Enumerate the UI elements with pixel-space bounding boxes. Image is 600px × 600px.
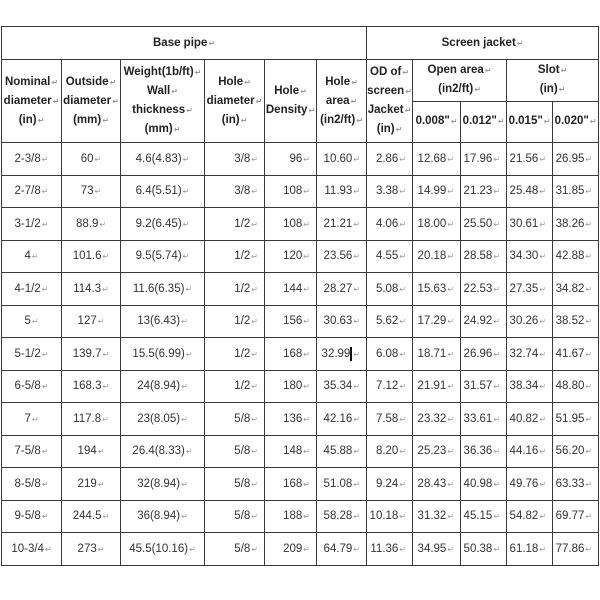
table-cell[interactable]: 1/2↵ — [205, 208, 265, 241]
table-row — [2, 500, 599, 533]
table-cell[interactable]: 20.18↵ — [413, 240, 461, 273]
header-hole-diameter: Hole↵ diameter↵ (in)↵ — [205, 60, 265, 143]
table-cell[interactable]: 28.58↵ — [461, 240, 507, 273]
table-cell[interactable]: 120↵ — [265, 240, 317, 273]
header-line: (in) — [18, 113, 37, 126]
header-line: Wall — [147, 85, 171, 97]
table-cell[interactable]: 1/2↵ — [205, 305, 265, 338]
table-cell[interactable]: 1/2↵ — [205, 240, 265, 273]
table-cell[interactable]: 38.26↵ — [553, 208, 599, 241]
table-cell[interactable]: 2.86↵ — [367, 143, 413, 176]
table-cell[interactable]: 48.80↵ — [553, 370, 599, 403]
table-cell[interactable]: 6-5/8↵ — [2, 370, 62, 403]
table-cell[interactable]: 15.5(6.99)↵ — [121, 338, 205, 371]
table-cell[interactable]: 10-3/4↵ — [2, 533, 62, 566]
table-cell[interactable]: 36.36↵ — [461, 435, 507, 468]
group-header-base-pipe: Base pipe↵ — [2, 27, 367, 60]
table-cell[interactable]: 13(6.43)↵ — [121, 305, 205, 338]
screen-pipe-spec-table — [1, 26, 599, 566]
table-cell[interactable]: 156↵ — [265, 305, 317, 338]
header-line: (in) — [539, 83, 558, 96]
table-cell[interactable]: 15.63↵ — [413, 273, 461, 306]
header-od-screen-jacket: OD of↵ screen↵ Jacket↵ (in)↵ — [367, 60, 413, 143]
header-line: Open area — [427, 64, 484, 77]
subheader-slot-0015: 0.015"↵ — [507, 101, 553, 143]
table-cell[interactable]: 1/2↵ — [205, 370, 265, 403]
table-row — [2, 370, 599, 403]
table-cell[interactable]: 11.93↵ — [317, 175, 367, 208]
table-row — [2, 305, 599, 338]
subheader-slot-0020: 0.020"↵ — [553, 101, 599, 143]
header-line: diameter — [206, 94, 255, 107]
table-cell[interactable]: 32.99 ↵ — [317, 338, 367, 371]
table-cell[interactable]: 4.06↵ — [367, 208, 413, 241]
table-cell[interactable]: 3-1/2↵ — [2, 208, 62, 241]
table-cell[interactable]: 10.60↵ — [317, 143, 367, 176]
header-line: Outside — [65, 75, 109, 88]
table-cell[interactable]: 244.5↵ — [62, 500, 121, 533]
subheader-open-area-0012: 0.012"↵ — [461, 101, 507, 143]
table-cell[interactable]: 5/8↵ — [205, 500, 265, 533]
table-cell[interactable]: 40.82↵ — [507, 403, 553, 436]
table-cell[interactable]: 69.77↵ — [553, 500, 599, 533]
header-line: (in2/ft) — [438, 83, 474, 96]
table-cell[interactable]: 7.12↵ — [367, 370, 413, 403]
table-cell[interactable]: 17.29↵ — [413, 305, 461, 338]
table-cell[interactable]: 63.33↵ — [553, 468, 599, 501]
table-cell[interactable]: 40.98↵ — [461, 468, 507, 501]
header-outside-diameter: Outside↵ diameter↵ (mm)↵ — [62, 60, 121, 143]
table-cell[interactable]: 23.56↵ — [317, 240, 367, 273]
header-open-area: Open area↵ (in2/ft)↵ — [413, 60, 507, 102]
table-cell[interactable]: 127↵ — [62, 305, 121, 338]
table-row — [2, 533, 599, 566]
table-cell[interactable]: 51.08↵ — [317, 468, 367, 501]
header-line: (in) — [221, 113, 240, 126]
table-row — [2, 175, 599, 208]
table-cell[interactable]: 42.88↵ — [553, 240, 599, 273]
header-slot: Slot↵ (in)↵ — [507, 60, 599, 102]
table-cell[interactable]: 4↵ — [2, 240, 62, 273]
table-cell[interactable]: 25.48↵ — [507, 175, 553, 208]
table-cell[interactable]: 96↵ — [265, 143, 317, 176]
table-cell[interactable]: 27.35↵ — [507, 273, 553, 306]
table-cell[interactable]: 21.91↵ — [413, 370, 461, 403]
table-cell[interactable]: 194↵ — [62, 435, 121, 468]
table-cell[interactable]: 22.53↵ — [461, 273, 507, 306]
table-cell[interactable]: 1/2↵ — [205, 338, 265, 371]
table-cell[interactable]: 77.86↵ — [553, 533, 599, 566]
table-cell[interactable]: 21.23↵ — [461, 175, 507, 208]
table-row — [2, 208, 599, 241]
table-cell[interactable]: 117.8↵ — [62, 403, 121, 436]
table-cell[interactable]: 61.18↵ — [507, 533, 553, 566]
table-cell[interactable]: 21.56↵ — [507, 143, 553, 176]
header-hole-area: Hole↵ area↵ (in2/ft)↵ — [317, 60, 367, 143]
table-cell[interactable]: 168↵ — [265, 338, 317, 371]
table-cell[interactable]: 9.24↵ — [367, 468, 413, 501]
header-line: screen — [367, 85, 405, 97]
header-weight-wall-thickness: Weight(1b/ft)↵ Wall↵ thickness↵ (mm)↵ — [121, 60, 205, 143]
table-cell[interactable]: 5/8↵ — [205, 435, 265, 468]
table-cell[interactable]: 30.26↵ — [507, 305, 553, 338]
table-cell[interactable]: 5-1/2↵ — [2, 338, 62, 371]
table-cell[interactable]: 9-5/8↵ — [2, 500, 62, 533]
header-hole-density: Hole↵ Density↵ — [265, 60, 317, 143]
table-cell[interactable]: 26.95↵ — [553, 143, 599, 176]
table-cell[interactable]: 5/8↵ — [205, 468, 265, 501]
table-cell[interactable]: 101.6↵ — [62, 240, 121, 273]
table-cell[interactable]: 7-5/8↵ — [2, 435, 62, 468]
header-line: diameter — [63, 94, 112, 107]
table-cell[interactable]: 34.30↵ — [507, 240, 553, 273]
table-cell[interactable]: 148↵ — [265, 435, 317, 468]
table-cell[interactable]: 31.32↵ — [413, 500, 461, 533]
table-cell[interactable]: 24.92↵ — [461, 305, 507, 338]
table-cell[interactable]: 3/8↵ — [205, 175, 265, 208]
table-cell[interactable]: 4.6(4.83)↵ — [121, 143, 205, 176]
table-cell[interactable]: 5/8↵ — [205, 403, 265, 436]
table-cell[interactable]: 64.79↵ — [317, 533, 367, 566]
header-line: (mm) — [144, 123, 173, 135]
header-line: Hole — [218, 75, 244, 88]
table-cell[interactable]: 17.96↵ — [461, 143, 507, 176]
table-cell[interactable]: 168.3↵ — [62, 370, 121, 403]
header-line: diameter — [3, 94, 52, 107]
table-cell[interactable]: 14.99↵ — [413, 175, 461, 208]
table-cell[interactable]: 30.63↵ — [317, 305, 367, 338]
header-line: OD of — [370, 66, 402, 78]
header-line: Hole — [325, 75, 351, 88]
table-cell[interactable]: 42.16↵ — [317, 403, 367, 436]
table-cell[interactable]: 32.74↵ — [507, 338, 553, 371]
header-line: (mm) — [73, 113, 102, 126]
table-cell[interactable]: 188↵ — [265, 500, 317, 533]
table-cell[interactable]: 26.4(8.33)↵ — [121, 435, 205, 468]
table-cell[interactable]: 33.61↵ — [461, 403, 507, 436]
table-cell[interactable]: 23.32↵ — [413, 403, 461, 436]
table-cell[interactable]: 6.4(5.51)↵ — [121, 175, 205, 208]
table-row — [2, 403, 599, 436]
table-cell[interactable]: 11.36↵ — [367, 533, 413, 566]
table-cell[interactable]: 3.38↵ — [367, 175, 413, 208]
table-cell[interactable]: 219↵ — [62, 468, 121, 501]
table-cell[interactable]: 41.67↵ — [553, 338, 599, 371]
header-line: (in) — [376, 123, 395, 135]
table-row — [2, 338, 599, 371]
table-cell[interactable]: 8-5/8↵ — [2, 468, 62, 501]
table-cell[interactable]: 51.95↵ — [553, 403, 599, 436]
table-cell[interactable]: 18.71↵ — [413, 338, 461, 371]
table-cell[interactable]: 32(8.94)↵ — [121, 468, 205, 501]
table-cell[interactable]: 88.9↵ — [62, 208, 121, 241]
table-cell[interactable]: 5.08↵ — [367, 273, 413, 306]
table-row — [2, 273, 599, 306]
table-cell[interactable]: 25.50↵ — [461, 208, 507, 241]
table-cell[interactable]: 35.34↵ — [317, 370, 367, 403]
table-row — [2, 143, 599, 176]
header-line: Jacket — [367, 104, 404, 116]
table-cell[interactable]: 44.16↵ — [507, 435, 553, 468]
table-cell[interactable]: 273↵ — [62, 533, 121, 566]
table-cell[interactable]: 45.5(10.16)↵ — [121, 533, 205, 566]
table-cell[interactable]: 18.00↵ — [413, 208, 461, 241]
table-cell[interactable]: 7.58↵ — [367, 403, 413, 436]
table-cell[interactable]: 5/8↵ — [205, 533, 265, 566]
table-cell[interactable]: 1/2↵ — [205, 273, 265, 306]
table-cell[interactable]: 45.88↵ — [317, 435, 367, 468]
table-cell[interactable]: 3/8↵ — [205, 143, 265, 176]
table-cell[interactable]: 34.82↵ — [553, 273, 599, 306]
table-cell[interactable]: 4-1/2↵ — [2, 273, 62, 306]
table-cell[interactable]: 31.85↵ — [553, 175, 599, 208]
table-cell[interactable]: 8.20↵ — [367, 435, 413, 468]
table-body — [2, 143, 599, 566]
table-cell[interactable]: 60↵ — [62, 143, 121, 176]
table-cell[interactable]: 21.21↵ — [317, 208, 367, 241]
table-cell[interactable]: 5↵ — [2, 305, 62, 338]
table-cell[interactable]: 30.61↵ — [507, 208, 553, 241]
table-row — [2, 468, 599, 501]
table-cell[interactable]: 2-7/8↵ — [2, 175, 62, 208]
table-cell[interactable]: 58.28↵ — [317, 500, 367, 533]
table-cell[interactable]: 28.27↵ — [317, 273, 367, 306]
header-nominal-diameter: Nominal↵ diameter↵ (in)↵ — [2, 60, 62, 143]
header-line: Nominal — [4, 75, 51, 88]
table-cell[interactable]: 114.3↵ — [62, 273, 121, 306]
table-cell[interactable]: 7↵ — [2, 403, 62, 436]
table-cell[interactable]: 45.15↵ — [461, 500, 507, 533]
table-cell[interactable]: 168↵ — [265, 468, 317, 501]
group-header-screen-jacket: Screen jacket↵ — [367, 27, 599, 60]
table-cell[interactable]: 31.57↵ — [461, 370, 507, 403]
table-cell[interactable]: 34.95↵ — [413, 533, 461, 566]
table-cell[interactable]: 23(8.05)↵ — [121, 403, 205, 436]
table-cell[interactable]: 5.62↵ — [367, 305, 413, 338]
table-cell[interactable]: 9.5(5.74)↵ — [121, 240, 205, 273]
table-cell[interactable]: 9.2(6.45)↵ — [121, 208, 205, 241]
table-cell[interactable]: 10.18↵ — [367, 500, 413, 533]
table-cell[interactable]: 209↵ — [265, 533, 317, 566]
table-row — [2, 435, 599, 468]
table-cell[interactable]: 180↵ — [265, 370, 317, 403]
table-cell[interactable]: 56.20↵ — [553, 435, 599, 468]
table-cell[interactable]: 108↵ — [265, 208, 317, 241]
table-cell[interactable]: 38.52↵ — [553, 305, 599, 338]
table-cell[interactable]: 28.43↵ — [413, 468, 461, 501]
header-line: Density — [265, 104, 308, 116]
header-line: (in2/ft) — [320, 113, 356, 126]
table-cell[interactable]: 54.82↵ — [507, 500, 553, 533]
header-line: Slot — [537, 64, 560, 77]
table-row — [2, 240, 599, 273]
table-cell[interactable]: 136↵ — [265, 403, 317, 436]
table-cell[interactable]: 11.6(6.35)↵ — [121, 273, 205, 306]
table-cell[interactable]: 25.23↵ — [413, 435, 461, 468]
table-cell[interactable]: 49.76↵ — [507, 468, 553, 501]
header-line: Hole — [274, 85, 300, 97]
table-cell[interactable]: 4.55↵ — [367, 240, 413, 273]
table-cell[interactable]: 108↵ — [265, 175, 317, 208]
table-cell[interactable]: 2-3/8↵ — [2, 143, 62, 176]
table-cell[interactable]: 36(8.94)↵ — [121, 500, 205, 533]
subheader-open-area-0008: 0.008"↵ — [413, 101, 461, 143]
table-cell[interactable]: 6.08↵ — [367, 338, 413, 371]
table-cell[interactable]: 144↵ — [265, 273, 317, 306]
header-line: Weight(1b/ft) — [123, 66, 194, 78]
table-cell[interactable]: 12.68↵ — [413, 143, 461, 176]
header-line: thickness — [132, 104, 186, 116]
table-cell[interactable]: 38.34↵ — [507, 370, 553, 403]
table-cell[interactable]: 26.96↵ — [461, 338, 507, 371]
table-cell[interactable]: 24(8.94)↵ — [121, 370, 205, 403]
table-cell[interactable]: 50.38↵ — [461, 533, 507, 566]
header-line: area — [325, 94, 350, 107]
table-cell[interactable]: 73↵ — [62, 175, 121, 208]
table-cell[interactable]: 139.7↵ — [62, 338, 121, 371]
